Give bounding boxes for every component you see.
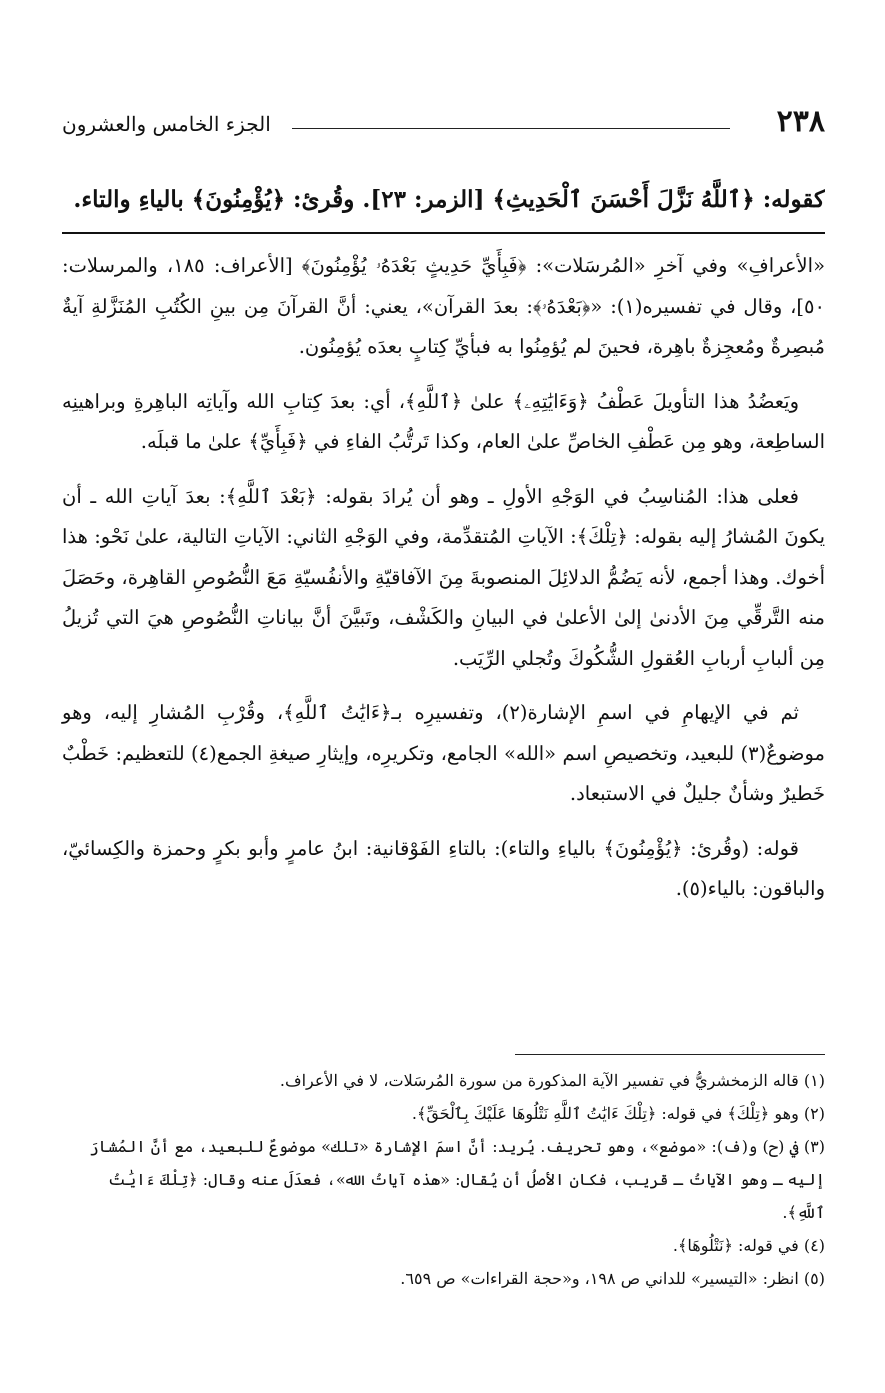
page-number: ٢٣٨ xyxy=(776,104,825,139)
header-rule xyxy=(292,128,730,129)
footnote: (٥) انظر: «التيسير» للداني ص ١٩٨، و«حجة القراءات» ص ٦٥٩. xyxy=(400,1269,825,1288)
matn-rule xyxy=(62,232,825,234)
running-header xyxy=(62,100,825,144)
matn-line: كقوله: ﴿ٱللَّهُ نَزَّلَ أَحْسَنَ ٱلْحَدِيثِ﴾ [الزمر: ٢٣]. وقُرئ: ﴿يُؤْمِنُونَ﴾ بالياءِ والتاء. xyxy=(73,186,825,213)
paragraph: «الأعرافِ» وفي آخرِ «المُرسَلات»: ﴿فَبِأَيِّ حَدِيثٍ بَعْدَهُۥ يُؤْمِنُونَ﴾ [الأعراف: ١٨٥، والمرسلات: ٥٠]، وقال في تفسيره(١): «﴿بَعْدَهُۥ﴾: بعدَ القرآن»، يعني: أنَّ القرآنَ مِن بينِ الكُتُبِ المُنَزَّلةِ آيةٌ مُبصِرةٌ ومُعجِزةٌ باهِرة، فحينَ لم يُؤمِنُوا به فبأيِّ كِتابٍ بعدَه يُؤمِنُون. xyxy=(62,254,825,358)
paragraph: فعلى هذا: المُناسِبُ في الوَجْهِ الأولِ ـ وهو أن يُرادَ بقوله: ﴿بَعْدَ ٱللَّهِ﴾: بعدَ آياتِ الله ـ أن يكونَ المُشارُ إليه بقوله: ﴿تِلْكَ﴾: الآياتِ المُتقدِّمة، وفي الوَجْهِ الثاني: الآياتِ التالية، علىٰ نَحْو: هذا أخوك. وهذا أجمع، لأنه يَضُمُّ الدلائِلَ المنصوبةَ مِنَ الآفاقيّةِ والأنفُسيّةِ مَعَ النُّصُوصِ القاهِرة، وحَصَلَ منه التَّرقِّي مِنَ الأدنىٰ إلىٰ الأعلىٰ في البيانِ والكَشْف، وتَبيَّنَ أنَّ بياناتِ النُّصُوصِ هيَ التي تُزيلُ مِن ألبابِ أربابِ العُقولِ الشُّكُوكَ وتُجلي الرِّيَب. xyxy=(62,484,825,670)
commentary-body xyxy=(62,246,825,924)
footnote-separator xyxy=(515,1054,825,1055)
footnote: (٣) في (ح) و(ف): «موضع»، وهو تحريف. يُريد: أنَّ اسمَ الإشارة «تلك» موضوعٌ للبعيد، مع أنَّ المُشارَ إليه ـ وهو الآياتُ ـ قريب، فكان الأصلُ أن يُقال: «هذه آياتُ الله»، فعدَلَ عنه وقال: ﴿تِلْكَ ءَايَٰتُ ٱللَّهِ﴾. xyxy=(89,1137,825,1222)
footnote: (٢) وهو ﴿تِلْكَ﴾ في قوله: ﴿تِلْكَ ءَايَٰتُ ٱللَّهِ نَتْلُوهَا عَلَيْكَ بِٱلْحَقِّ﴾. xyxy=(411,1104,825,1123)
part-title: الجزء الخامس والعشرون xyxy=(62,112,271,136)
footnote: (٤) في قوله: ﴿نَتْلُوهَا﴾. xyxy=(672,1236,825,1255)
paragraph: قوله: (وقُرئ: ﴿يُؤْمِنُونَ﴾ بالياءِ والتاء): بالتاءِ الفَوْقانية: ابنُ عامرٍ وأبو بكرٍ وحمزة والكِسائيّ، والباقون: بالياء(٥). xyxy=(62,836,825,900)
footnotes xyxy=(62,1064,825,1295)
paragraph: ثم في الإيهامِ في اسمِ الإشارة(٢)، وتفسيرِه بـ﴿ءَايَٰتُ ٱللَّهِ﴾، وقُرْبِ المُشارِ إليه، وهو موضوعٌ(٣) للبعيد، وتخصيصِ اسم «الله» الجامع، وتكريرِه، وإيثارِ صيغةِ الجمع(٤) للتعظيم: خَطْبٌ خَطيرٌ وشأنٌ جليلٌ في الاستبعاد. xyxy=(62,701,825,805)
footnote: (١) قاله الزمخشريُّ في تفسير الآية المذكورة من سورة المُرسَلات، لا في الأعراف. xyxy=(279,1071,825,1090)
paragraph: ويَعضُدُ هذا التأويلَ عَطْفُ ﴿وَءَايَٰتِهِۦ﴾ علىٰ ﴿ٱللَّهِ﴾، أي: بعدَ كِتابِ الله وآياتِه الباهِرةِ وبراهينِه الساطِعة، وهو مِن عَطْفِ الخاصِّ علىٰ العام، وكذا تَرتُّبُ الفاءِ في ﴿فَبِأَيِّ﴾ علىٰ ما قبلَه. xyxy=(62,389,825,453)
